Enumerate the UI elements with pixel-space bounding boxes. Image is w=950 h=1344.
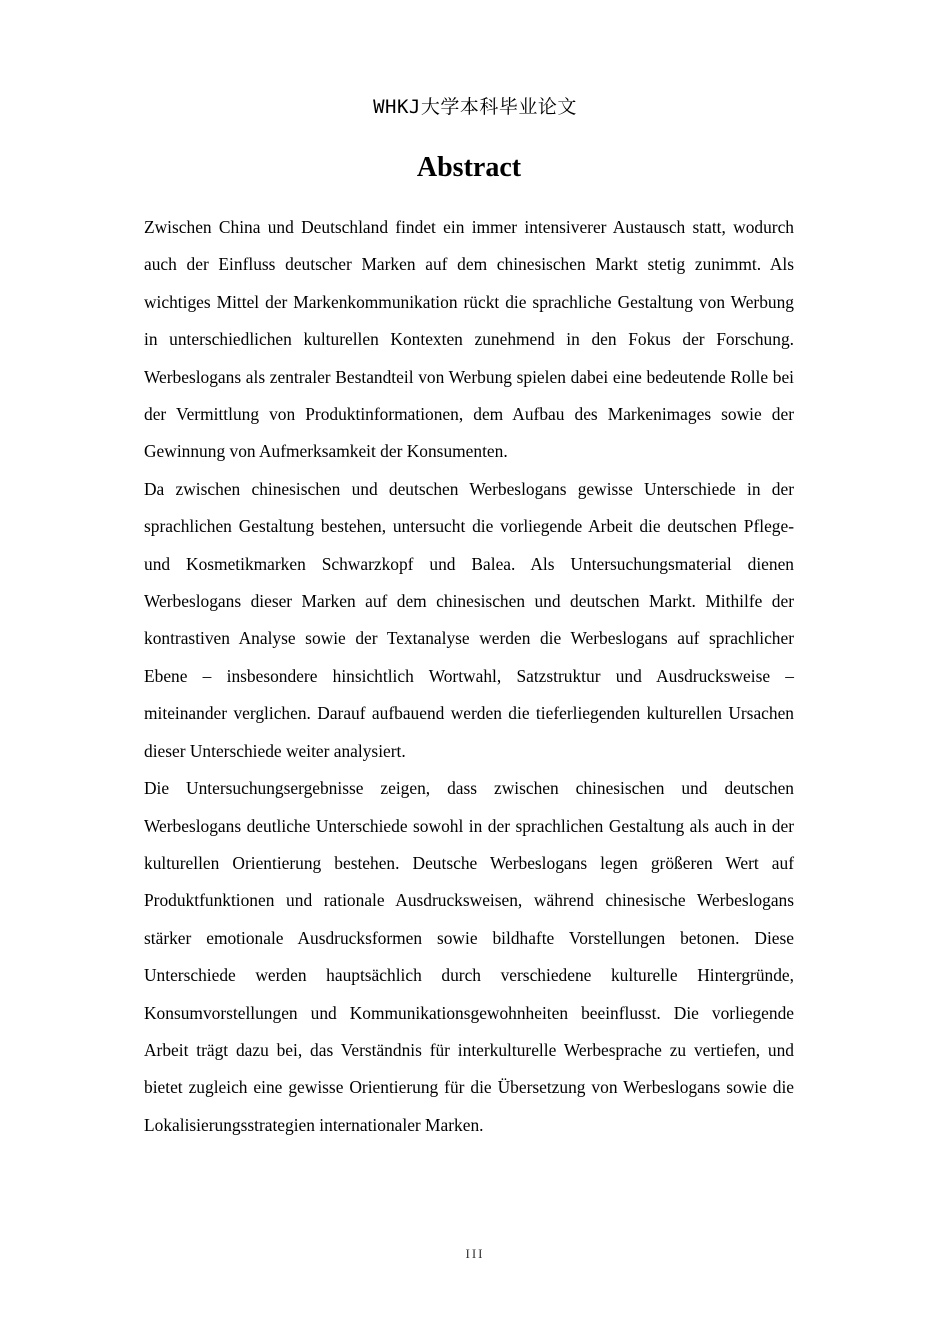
page-number: III [465,1246,485,1261]
abstract-paragraph-1: Zwischen China und Deutschland findet ein immer intensiverer Austausch statt, wodurch auch der Einfluss deutscher Marken auf dem chinesischen Markt stetig zunimmt. Als wichtiges Mittel der Markenkommunikation rückt die sprachliche Gestaltung von Werbung in unterschiedlichen kulturellen Kontexten zunehmend in den Fokus der Forschung. Werbeslogans als zentraler Bestandteil von Werbung spielen dabei eine bedeutende Rolle bei der Vermittlung von Produktinformationen, dem Aufbau des Markenimages sowie der Gewinnung von Aufmerksamkeit der Konsumenten. [144,217,794,462]
abstract-paragraph-3: Die Untersuchungsergebnisse zeigen, dass zwischen chinesischen und deutschen Werbeslogans deutliche Unterschiede sowohl in der sprachlichen Gestaltung als auch in der kulturellen Orientierung bestehen. Deutsche Werbeslogans legen größeren Wert auf Produktfunktionen und rationale Ausdrucksweisen, während chinesische Werbeslogans stärker emotionale Ausdrucksformen sowie bildhafte Vorstellungen betonen. Diese Unterschiede werden hauptsächlich durch verschiedene kulturelle Hintergründe, Konsumvorstellungen und Kommunikationsgewohnheiten beeinflusst. Die vorliegende Arbeit trägt dazu bei, das Verständnis für interkulturelle Werbesprache zu vertiefen, und bietet zugleich eine gewisse Orientierung für die Übersetzung von Werbeslogans sowie die Lokalisierungsstrategien internationaler Marken. [144,778,794,1135]
abstract-heading: Abstract [416,152,522,183]
running-header: WHKJ大学本科毕业论文 [373,96,577,118]
abstract-body [144,209,794,1144]
abstract-paragraph-2: Da zwischen chinesischen und deutschen Werbeslogans gewisse Unterschiede in der sprachlichen Gestaltung bestehen, untersucht die vorliegende Arbeit die deutschen Pflege- und Kosmetikmarken Schwarzkopf und Balea. Als Untersuchungsmaterial dienen Werbeslogans dieser Marken auf dem chinesischen und deutschen Markt. Mithilfe der kontrastiven Analyse sowie der Textanalyse werden die Werbeslogans auf sprachlicher Ebene – insbesondere hinsichtlich Wortwahl, Satzstruktur und Ausdrucksweise – miteinander verglichen. Darauf aufbauend werden die tieferliegenden kulturellen Ursachen dieser Unterschiede weiter analysiert. [144,478,794,761]
